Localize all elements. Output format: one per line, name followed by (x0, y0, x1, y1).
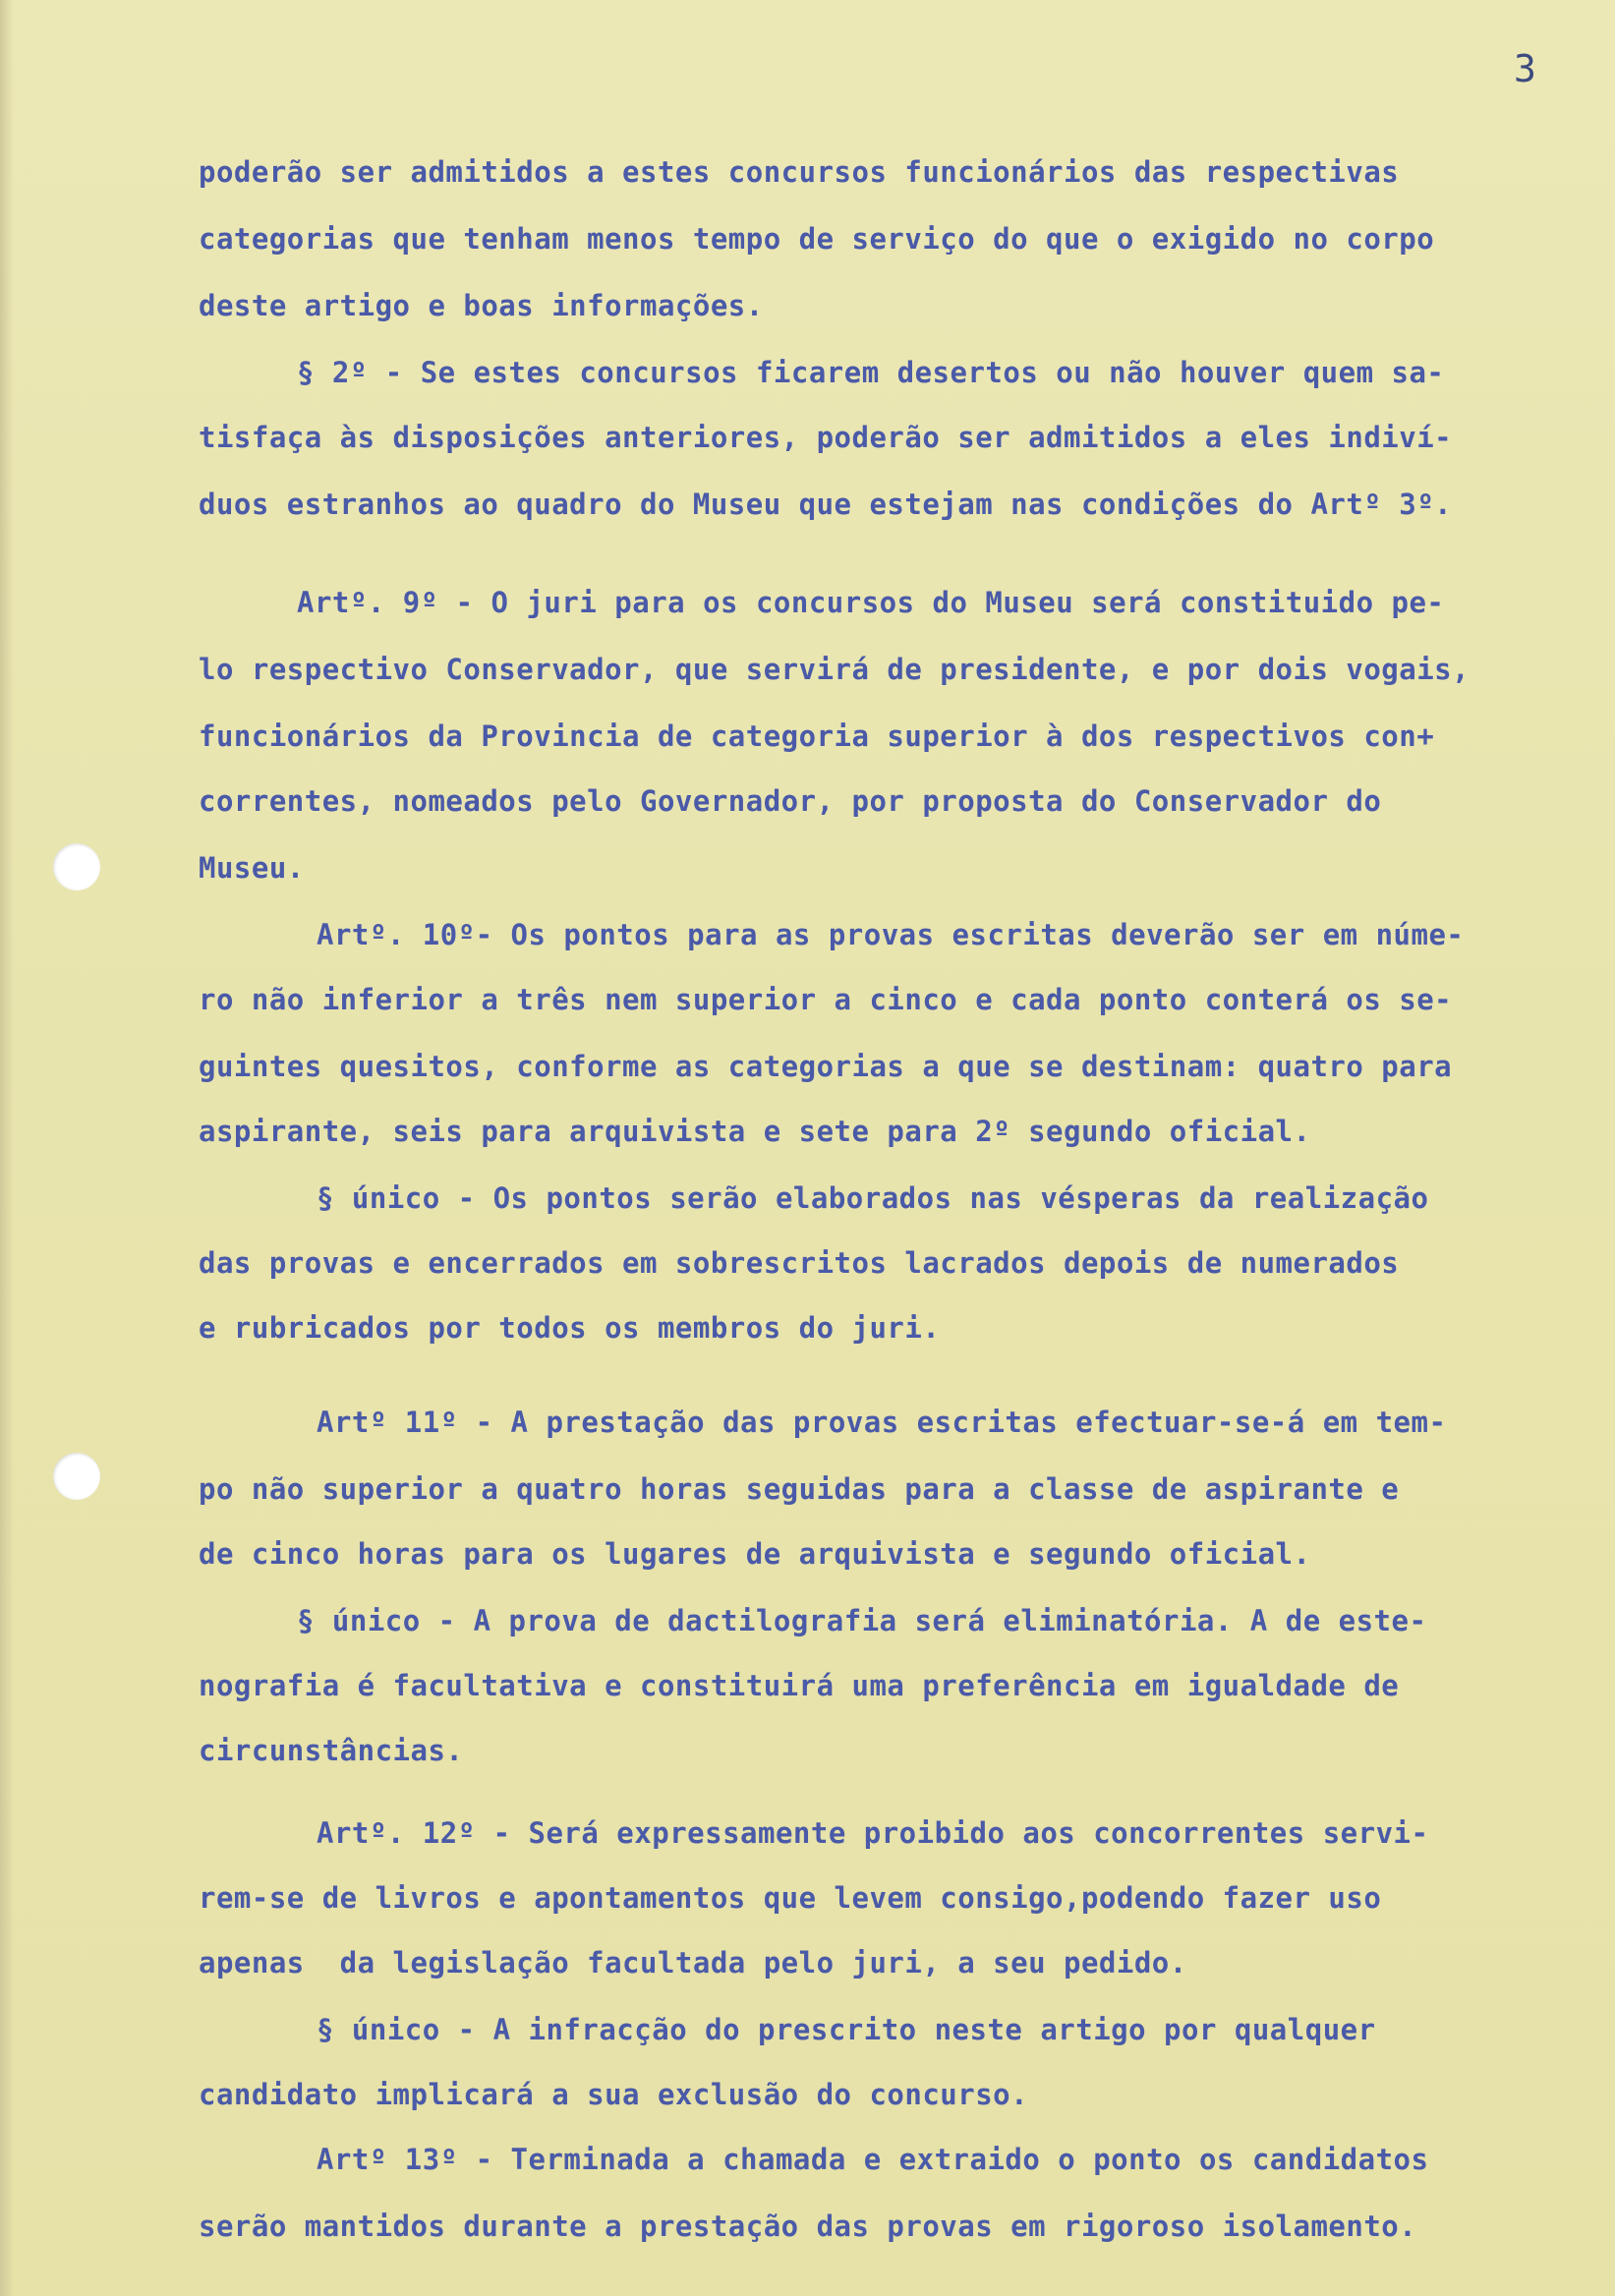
text-line: correntes, nomeados pelo Governador, por proposta do Conservador do (199, 784, 1382, 818)
text-line: Artº. 10º- Os pontos para as provas escritas deverão ser em núme- (317, 918, 1465, 951)
text-line: Museu. (199, 851, 305, 885)
text-line: lo respectivo Conservador, que servirá de presidente, e por dois vogais, (199, 653, 1471, 686)
text-line: Artº. 12º - Será expressamente proibido aos concorrentes servi- (317, 1816, 1429, 1850)
text-line: po não superior a quatro horas seguidas para a classe de aspirante e (199, 1472, 1400, 1506)
text-line: guintes quesitos, conforme as categorias a que se destinam: quatro para (199, 1050, 1453, 1083)
text-line: tisfaça às disposições anteriores, poderão ser admitidos a eles indiví- (199, 421, 1453, 454)
page-number: 3 (1514, 47, 1536, 90)
text-line: das provas e encerrados em sobrescritos lacrados depois de numerados (199, 1246, 1400, 1280)
text-line: aspirante, seis para arquivista e sete para 2º segundo oficial. (199, 1115, 1311, 1148)
text-line: apenas da legislação facultada pelo juri, a seu pedido. (199, 1946, 1187, 1980)
text-line: categorias que tenham menos tempo de serviço do que o exigido no corpo (199, 222, 1435, 256)
text-line: Artº. 9º - O juri para os concursos do Museu será constituido pe- (297, 586, 1445, 619)
punch-hole-bottom (53, 1453, 100, 1500)
text-line: circunstâncias. (199, 1734, 464, 1767)
text-line: Artº 13º - Terminada a chamada e extraido o ponto os candidatos (317, 2143, 1429, 2176)
text-line: poderão ser admitidos a estes concursos funcionários das respectivas (199, 155, 1400, 189)
text-line: serão mantidos durante a prestação das provas em rigoroso isolamento. (199, 2210, 1417, 2243)
text-line: § único - Os pontos serão elaborados nas vésperas da realização (317, 1181, 1429, 1215)
text-line: deste artigo e boas informações. (199, 289, 764, 322)
text-line: § único - A infracção do prescrito neste artigo por qualquer (317, 2013, 1376, 2046)
text-line: funcionários da Provincia de categoria superior à dos respectivos con+ (199, 719, 1435, 753)
text-line: § único - A prova de dactilografia será eliminatória. A de este- (297, 1604, 1427, 1637)
text-line: candidato implicará a sua exclusão do concurso. (199, 2078, 1029, 2111)
text-line: rem-se de livros e apontamentos que levem consigo,podendo fazer uso (199, 1881, 1382, 1915)
text-line: ro não inferior a três nem superior a cinco e cada ponto conterá os se- (199, 983, 1453, 1016)
text-line: duos estranhos ao quadro do Museu que estejam nas condições do Artº 3º. (199, 488, 1453, 521)
punch-hole-top (53, 843, 100, 890)
text-line: de cinco horas para os lugares de arquivista e segundo oficial. (199, 1537, 1311, 1571)
text-line: e rubricados por todos os membros do juri. (199, 1311, 941, 1345)
text-line: Artº 11º - A prestação das provas escritas efectuar-se-á em tem- (317, 1406, 1447, 1439)
page-edge-shadow (0, 0, 14, 2296)
text-line: nografia é facultativa e constituirá uma preferência em igualdade de (199, 1669, 1400, 1702)
text-line: § 2º - Se estes concursos ficarem desertos ou não houver quem sa- (297, 356, 1445, 389)
